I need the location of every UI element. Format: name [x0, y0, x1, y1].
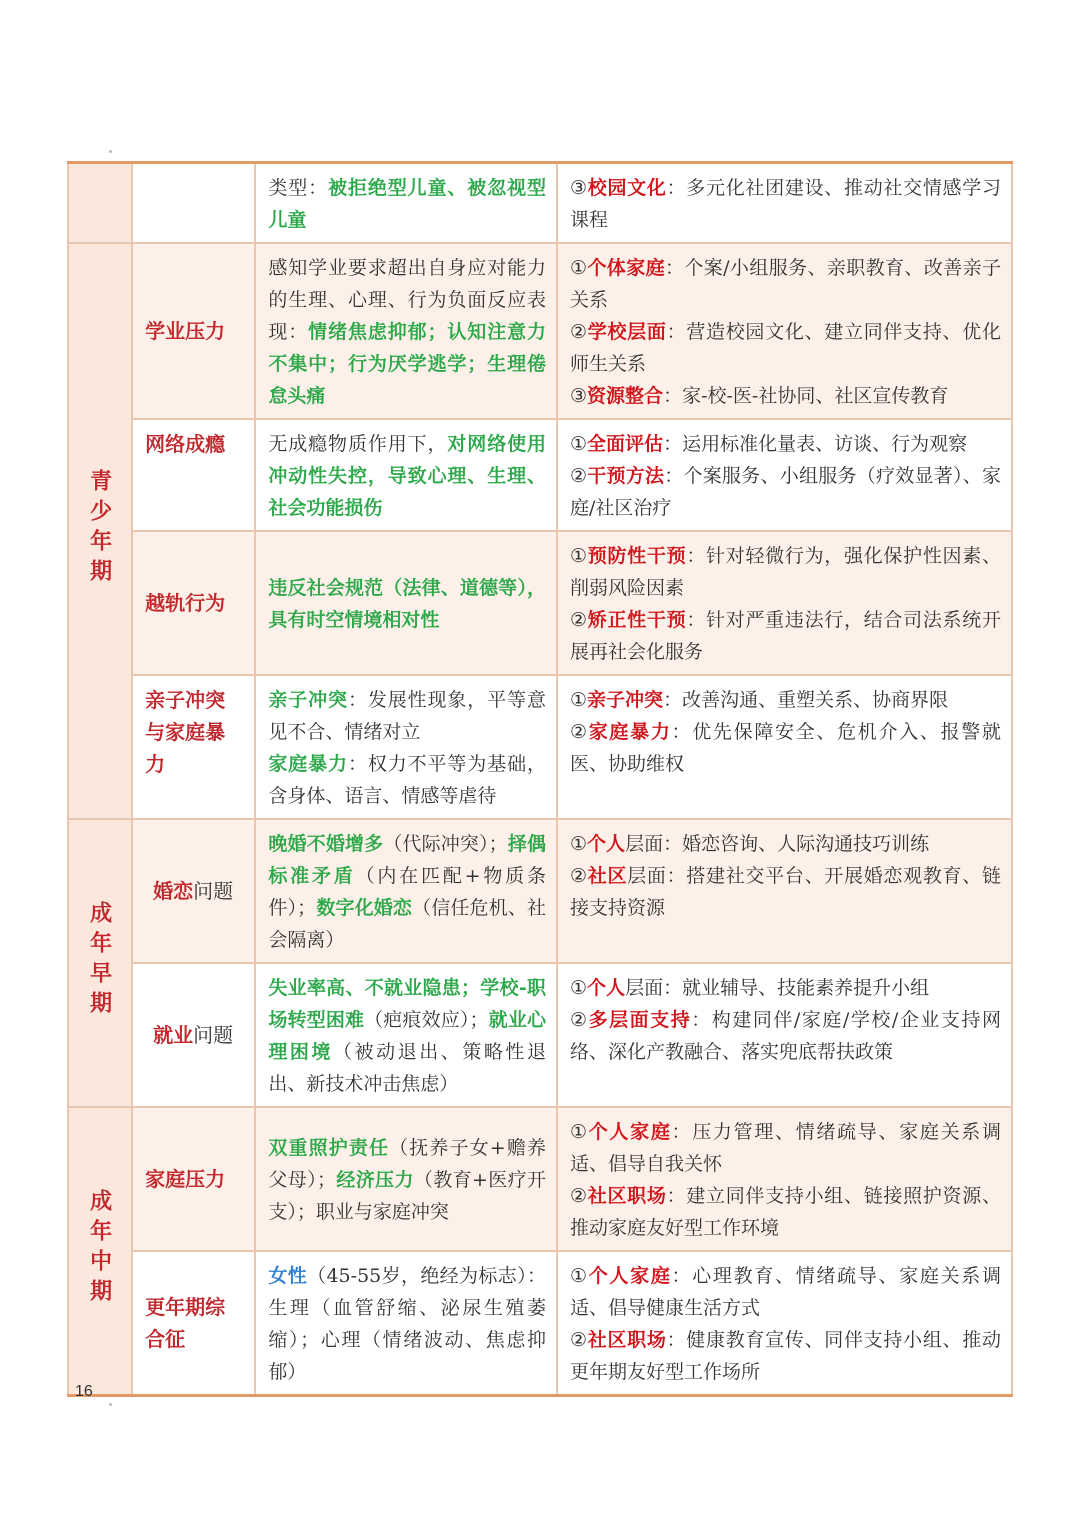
- def-text: （教育+医疗开支）；职业与家庭冲突: [268, 1169, 546, 1223]
- def-highlight: 家庭暴力: [268, 753, 348, 775]
- srv-text: ：建立同伴支持小组、链接照护资源、推动家庭友好型工作环境: [570, 1185, 1001, 1239]
- def-text: （45-55岁，绝经为标志）：生理（血管舒缩、泌尿生殖萎缩）；心理（情绪波动、焦虑抑郁）: [268, 1265, 546, 1383]
- definition-cell: [255, 531, 557, 675]
- srv-num: ①: [570, 1121, 589, 1143]
- def-text: （抚养子女+赡养父母）；: [268, 1137, 546, 1191]
- table-row: [68, 963, 1012, 1107]
- srv-num: ③: [570, 385, 588, 407]
- table-row: [68, 1107, 1012, 1251]
- topic-suffix: 问题: [193, 879, 234, 903]
- definition-cell: [255, 675, 557, 819]
- table-row: [68, 819, 1012, 963]
- srv-num: ①: [570, 833, 588, 855]
- srv-highlight: 社区: [587, 865, 628, 887]
- srv-num: ②: [570, 321, 588, 343]
- srv-highlight: 个体家庭: [587, 257, 665, 279]
- def-text: ：权力不平等为基础，含身体、语言、情感等虐待: [268, 753, 546, 807]
- srv-text: ：心理教育、情绪疏导、家庭关系调适、倡导健康生活方式: [570, 1265, 1001, 1319]
- srv-highlight: 资源整合: [587, 385, 664, 407]
- topic-cell: [132, 963, 255, 1107]
- srv-text: ：构建同伴/家庭/学校/企业支持网络、深化产教融合、落实兜底帮扶政策: [570, 1009, 1001, 1063]
- definition-cell: [255, 819, 557, 963]
- topic-suffix: 问题: [193, 1023, 234, 1047]
- srv-num: ①: [570, 545, 588, 567]
- def-highlight: 经济压力: [335, 1169, 414, 1191]
- table-row: [68, 419, 1012, 531]
- def-highlight: 对网络使用冲动性失控，导致心理、生理、社会功能损伤: [268, 433, 546, 519]
- definition-cell: [255, 243, 557, 419]
- srv-text: ：个案服务、小组服务（疗效显著）、家庭/社区治疗: [570, 465, 1001, 519]
- table-row: [68, 1251, 1012, 1396]
- topic-label: 学业压力: [145, 319, 226, 343]
- srv-num: ②: [570, 865, 588, 887]
- topic-cell: [132, 819, 255, 963]
- service-cell: [557, 419, 1012, 531]
- srv-highlight: 个人家庭: [588, 1121, 672, 1143]
- scan-dot: [109, 1403, 112, 1406]
- def-text: （疤痕效应）；: [364, 1009, 489, 1031]
- table-row: [68, 163, 1012, 244]
- service-cell: [557, 819, 1012, 963]
- stage-cell-early-adult: [68, 819, 132, 1107]
- srv-text: ：健康教育宣传、同伴支持小组、推动更年期友好型工作场所: [570, 1329, 1001, 1383]
- srv-text: 层面：婚恋咨询、人际沟通技巧训练: [625, 833, 930, 855]
- topic-cell: [132, 419, 255, 531]
- srv-highlight: 预防性干预: [587, 545, 687, 567]
- def-highlight: 数字化婚恋: [316, 897, 413, 919]
- srv-num: ①: [570, 1265, 589, 1287]
- topic-label: 亲子冲突与家庭暴力: [145, 688, 226, 776]
- srv-num: ②: [570, 465, 588, 487]
- def-text: 无成瘾物质作用下，: [268, 433, 448, 455]
- srv-text: 层面：搭建社交平台、开展婚恋观教育、链接支持资源: [570, 865, 1001, 919]
- srv-highlight: 个人: [587, 833, 626, 855]
- srv-highlight: 社区职场: [587, 1329, 667, 1351]
- stage-cell-mid-adult: [68, 1107, 132, 1396]
- table-row: [68, 675, 1012, 819]
- stage-label: 成年中期: [86, 1189, 113, 1309]
- srv-text: ：针对严重违法行，结合司法系统开展再社会化服务: [570, 609, 1001, 663]
- srv-num: ②: [570, 1329, 588, 1351]
- srv-highlight: 家庭暴力: [588, 721, 672, 743]
- service-cell: [557, 1107, 1012, 1251]
- srv-highlight: 个人: [587, 977, 626, 999]
- srv-highlight: 全面评估: [587, 433, 664, 455]
- topic-label: 更年期综合征: [145, 1295, 226, 1351]
- topic-cell: [132, 1107, 255, 1251]
- srv-num: ③: [570, 177, 588, 199]
- topic-label: 就业: [153, 1023, 194, 1047]
- srv-num: ②: [570, 1185, 588, 1207]
- stage-label: 成年早期: [86, 901, 113, 1021]
- def-text: 类型：: [268, 177, 329, 199]
- service-cell: [557, 675, 1012, 819]
- service-cell: [557, 243, 1012, 419]
- def-highlight: 被拒绝型儿童、被忽视型儿童: [268, 177, 546, 231]
- page-number: 16: [75, 1383, 93, 1400]
- def-text: ：发展性现象，平等意见不合、情绪对立: [268, 689, 546, 743]
- srv-highlight: 干预方法: [587, 465, 665, 487]
- srv-num: ①: [570, 257, 588, 279]
- definition-cell: [255, 163, 557, 244]
- srv-highlight: 学校层面: [587, 321, 667, 343]
- table-row: [68, 243, 1012, 419]
- srv-num: ②: [570, 609, 588, 631]
- srv-num: ①: [570, 433, 588, 455]
- srv-text: ：压力管理、情绪疏导、家庭关系调适、倡导自我关怀: [570, 1121, 1001, 1175]
- stage-cell-empty: [68, 163, 132, 244]
- topic-label: 网络成瘾: [145, 432, 226, 456]
- topic-label: 婚恋: [153, 879, 194, 903]
- srv-text: ：运用标准化量表、访谈、行为观察: [663, 433, 968, 455]
- def-text: （内在匹配+物质条件）；: [268, 865, 546, 919]
- srv-highlight: 亲子冲突: [587, 689, 664, 711]
- srv-text: ：针对轻微行为，强化保护性因素、削弱风险因素: [570, 545, 1001, 599]
- scan-dot: [109, 150, 112, 153]
- topic-label: 越轨行为: [145, 591, 226, 615]
- srv-text: ：家-校-医-社协同、社区宣传教育: [663, 385, 949, 407]
- table-row: [68, 531, 1012, 675]
- def-text: （代际冲突）；: [383, 833, 508, 855]
- def-highlight: 失业率高、不就业隐患；学校-职场转型困难: [268, 977, 546, 1031]
- topic-cell-empty: [132, 163, 255, 244]
- stage-label: 青少年期: [86, 469, 113, 589]
- def-text: （信任危机、社会隔离）: [268, 897, 546, 951]
- srv-text: 层面：就业辅导、技能素养提升小组: [625, 977, 930, 999]
- def-highlight: 双重照护责任: [268, 1137, 390, 1159]
- srv-text: ：个案/小组服务、亲职教育、改善亲子关系: [570, 257, 1001, 311]
- srv-highlight: 矫正性干预: [587, 609, 687, 631]
- service-cell: [557, 963, 1012, 1107]
- srv-num: ②: [570, 1009, 589, 1031]
- topic-cell: [132, 1251, 255, 1396]
- srv-text: ：改善沟通、重塑关系、协商界限: [663, 689, 949, 711]
- srv-highlight: 校园文化: [587, 177, 667, 199]
- def-highlight: 情绪焦虑抑郁；认知注意力不集中；行为厌学逃学；生理倦怠头痛: [268, 321, 546, 407]
- topic-cell: [132, 243, 255, 419]
- srv-num: ①: [570, 977, 588, 999]
- def-highlight: 晚婚不婚增多: [268, 833, 384, 855]
- def-text: 感知学业要求超出自身应对能力的生理、心理、行为负面反应表现：: [268, 257, 546, 343]
- definition-cell: [255, 963, 557, 1107]
- definition-cell: [255, 419, 557, 531]
- service-cell: [557, 1251, 1012, 1396]
- topic-cell: [132, 531, 255, 675]
- def-highlight: 违反社会规范（法律、道德等），具有时空情境相对性: [268, 577, 546, 631]
- srv-highlight: 多层面支持: [588, 1009, 692, 1031]
- def-highlight: 就业心理困境: [268, 1009, 546, 1063]
- topic-label: 家庭压力: [145, 1167, 226, 1191]
- srv-highlight: 社区职场: [587, 1185, 667, 1207]
- service-cell: [557, 163, 1012, 244]
- definition-cell: [255, 1251, 557, 1396]
- topic-cell: [132, 675, 255, 819]
- srv-highlight: 个人家庭: [588, 1265, 672, 1287]
- srv-text: ：多元化社团建设、推动社交情感学习课程: [570, 177, 1001, 231]
- srv-text: ：营造校园文化、建立同伴支持、优化师生关系: [570, 321, 1001, 375]
- srv-num: ①: [570, 689, 588, 711]
- srv-text: ：优先保障安全、危机介入、报警就医、协助维权: [570, 721, 1001, 775]
- definition-cell: [255, 1107, 557, 1251]
- srv-num: ②: [570, 721, 589, 743]
- problem-service-table: [67, 161, 1013, 1397]
- def-text: （被动退出、策略性退出、新技术冲击焦虑）: [268, 1041, 546, 1095]
- stage-cell-adolescence: [68, 243, 132, 819]
- def-highlight: 择偶标准矛盾: [268, 833, 546, 887]
- def-highlight: 女性: [268, 1265, 308, 1287]
- service-cell: [557, 531, 1012, 675]
- def-highlight: 亲子冲突: [268, 689, 348, 711]
